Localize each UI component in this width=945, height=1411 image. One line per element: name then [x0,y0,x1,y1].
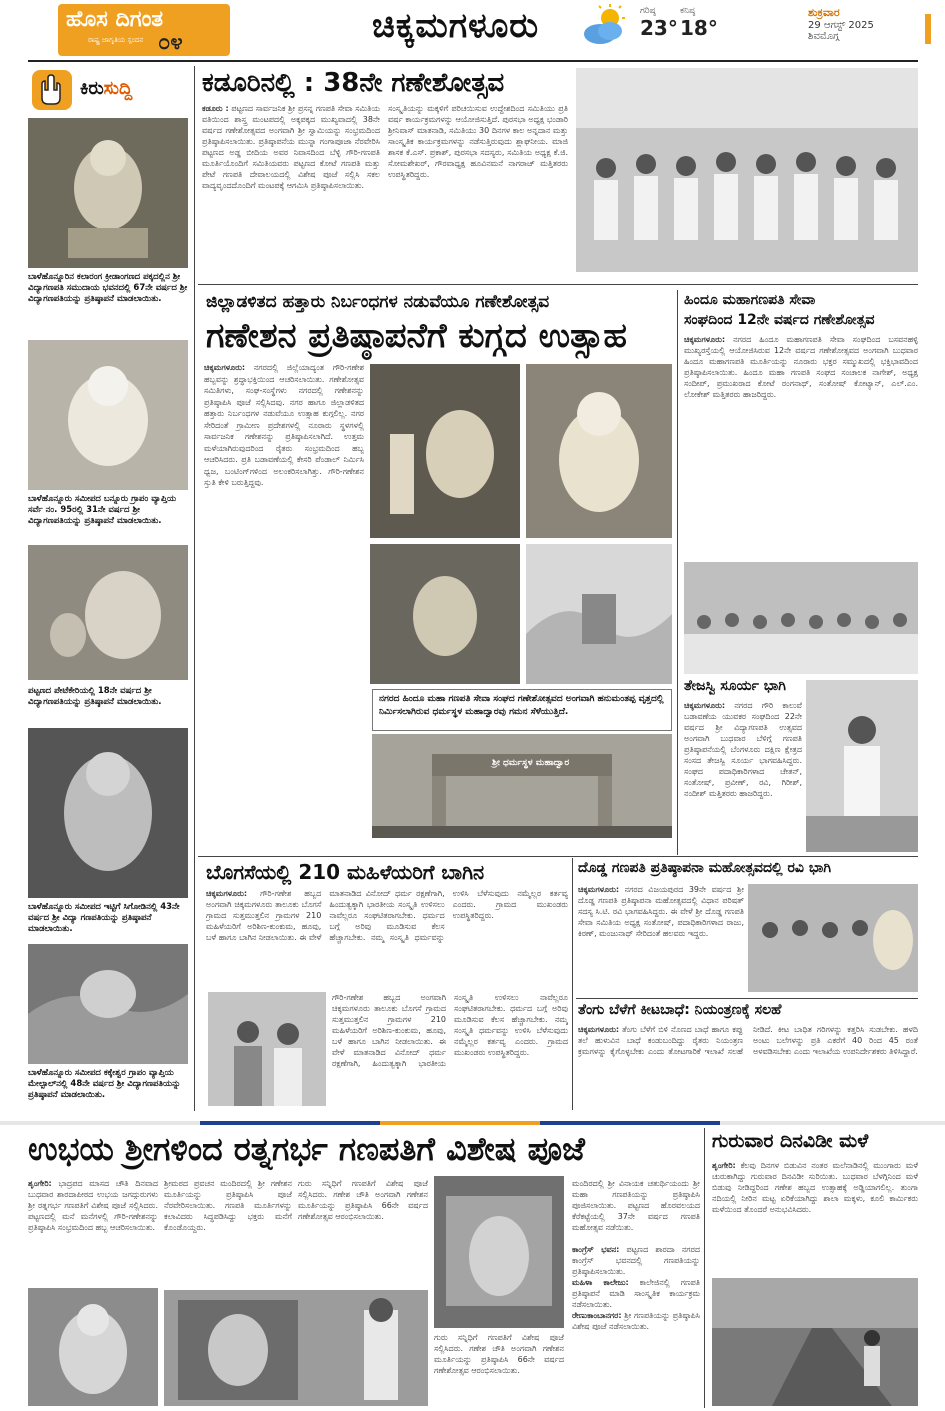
date-box [808,6,938,42]
kaduru-headline: ಕಡೂರಿನಲ್ಲಿ : 38ನೇ ಗಣೇಶೋತ್ಸವ [202,68,505,98]
kaduru-dateline: ಕಡೂರು : [202,104,229,113]
tejasvi-dateline: ಚಿಕ್ಕಮಗಳೂರು: [684,701,726,710]
min-temp-value: 18° [680,16,718,40]
ganesha-body [204,362,364,852]
weekday: ಶುಕ್ರವಾರ [808,6,840,19]
ubhaya-col4 [572,1178,700,1406]
kirusuddi-title-b: ಸುದ್ದಿ [103,78,133,99]
left-column-divider [194,66,195,1111]
kaduru-col1-text: ಪಟ್ಟಣದ ಸಾರ್ವಜನಿಕ ಶ್ರೀ ಪ್ರಸನ್ನ ಗಣಪತಿ ಸೇವಾ ಸಮಿತಿಯ ವತಿಯಿಂದ ಶಾಸ್ತ್ರ ಮಂಟಪದಲ್ಲಿ ಅಕ್ಕಪಕ್ಕದ ಮುಖ್ಯವಾದಲ್ಲಿ 38ನೇ ವರ್ಷದ ಗಣೇಶೋತ್ಸವದ ಅಂಗವಾಗಿ ಶ್ರೀ ಸ್ವಾಮಿಯನ್ನು ಸಂಭ್ರಮದಿಂದ ಪ್ರತಿಷ್ಠಾಪಿಸಲಾಯಿತು. ಪ್ರತಿಷ್ಠಾಪನೆಯ ಮುನ್ನಾ ಗಂಗಾಪೂಜಾ ನೆರವೇರಿಸಿ ಪಟ್ಟಣದ ಅಡ್ಡ ಬೀದಿಯ ಅವರ ನಿವಾಸದಿಂದ ಬೆಳ್ಳಿ ಗೌರಿ-ಗಣಪತಿ ಮೂರ್ತಿಯೊಂದಿಗೆ ಸಮಿತಿಯವರು ಪಟ್ಟಣದ ಕೋಟೆ ಗಣಪತಿ ಮತ್ತು ಪೇಟೆ ಗಣಪತಿ ದೇವಾಲಯದಲ್ಲಿ ವಿಶೇಷ ಪೂಜೆ ಸಲ್ಲಿಸಿ ಸಕಲ ವಾದ್ಯವೃಂದದೊಂದಿಗೆ ಮಂಟಪಕ್ಕೆ ಆಗಮಿಸಿ ಪ್ರತಿಷ್ಠಾಪಿಸಲಾಯಿತು. [202,104,380,190]
caption-4: ಬಾಳೆಹೊನ್ನೂರು ಸಮೀಪದ ಇಟ್ಟಿಗೆ ಸಿಗೋಡಿನಲ್ಲಿ 43ನೇ ವರ್ಷದ ಶ್ರೀ ವಿದ್ಯಾ ಗಣಪತಿಯನ್ನು ಪ್ರತಿಷ್ಠಾಪನೆ ಮಾಡಲಾಯಿತು. [28,902,180,934]
ubhaya-sub1-body: ಪಟ್ಟಣದ ಶಾರದಾ ನಗರದ ಕಾಂಗ್ರೆಸ್ ಭವನದಲ್ಲಿ ಗಣಪತಿಯನ್ನು ಪ್ರತಿಷ್ಠಾಪಿಸಲಾಯಿತು. [572,1245,700,1276]
male-body [712,1160,918,1276]
section-divider-strip [0,1113,945,1123]
min-temp-label: ಕನಿಷ್ಠ [680,6,696,16]
kirusuddi-header [28,68,188,112]
ganesha-body-text: ನಗರದಲ್ಲಿ ಜಿಲ್ಲೆಯಾದ್ಯಂತ ಗೌರಿ-ಗಣೇಶ ಹಬ್ಬವನ್ನು ಶ್ರದ್ಧಾಭಕ್ತಿಯಿಂದ ಆಚರಿಸಲಾಯಿತು. ಗಣೇಶೋತ್ಸವ ಸಮಿತಿಗಳು, ಸಂಘ-ಸಂಸ್ಥೆಗಳು ನಗರದಲ್ಲಿ ಗಣೇಶನನ್ನು ಪ್ರತಿಷ್ಠಾಪಿಸಿ ಪೂಜೆ ಸಲ್ಲಿಸಿದವು. ನಗರ ಹಾಗೂ ಜಿಲ್ಲಾಡಳಿತದ ಹತ್ತಾರು ನಿರ್ಬಂಧಗಳ ನಡುವೆಯೂ ಉತ್ಸಾಹ ಕುಗ್ಗಲಿಲ್ಲ. ನಗರ ಸೇರಿದಂತೆ ಗ್ರಾಮೀಣ ಪ್ರದೇಶಗಳಲ್ಲಿ ನೂರಾರು ಸ್ಥಳಗಳಲ್ಲಿ ಸಾರ್ವಜನಿಕ ಗಣೇಶನನ್ನು ಪ್ರತಿಷ್ಠಾಪಿಸಲಾಗಿದೆ. ಉತ್ತಮ ಮಳೆಯಾಗಿರುವುದರಿಂದ ರೈತರು ಸಂಭ್ರಮದಿಂದ ಹಬ್ಬ ಆಚರಿಸಿದರು. ಪ್ರತಿ ಬಡಾವಣೆಯಲ್ಲಿ ಕೇಸರಿ ಪೆಂಡಾಲ್ ನಿರ್ಮಿಸಿ ಧ್ವಜ, ಬಂಟಿಂಗ್‌ಗಳಿಂದ ಅಲಂಕರಿಸಲಾಗಿತ್ತು. ಗೌರಿ-ಗಣೇಶನ ಸ್ತುತಿ ಕೇಳಿ ಬರುತ್ತಿದ್ದವು. [204,363,364,487]
ubhaya-col4-text: ಮಂದಿರದಲ್ಲಿ ಶ್ರೀ ವಿನಾಯಕ ಚತುರ್ಥಿಯಂದು ಶ್ರೀ ಮಹಾ ಗಣಪತಿಯನ್ನು ಪ್ರತಿಷ್ಠಾಪಿಸಿ ಪೂಜಿಸಲಾಯಿತು. ಪಟ್ಟಣದ ಹೊರವಲಯದ ಕೆರೆಕಟ್ಟೆಯಲ್ಲಿ 37ನೇ ವರ್ಷದ ಗಣಪತಿ ಮಹೋತ್ಸವ ನಡೆಯಿತು. [572,1179,700,1232]
caption-3: ಪಟ್ಟಣದ ಪೇಟೆಕೇರಿಯಲ್ಲಿ 18ನೇ ವರ್ಷದ ಶ್ರೀ ವಿದ್ಯಾಗಣಪತಿಯನ್ನು ಪ್ರತಿಷ್ಠಾಪನೆ ಮಾಡಲಾಯಿತು. [28,686,162,707]
ubhaya-headline: ಉಭಯ ಶ್ರೀಗಳಿಂದ ರತ್ನಗರ್ಭ ಗಣಪತಿಗೆ ವಿಶೇಷ ಪೂಜೆ [28,1130,585,1168]
caption-1: ಬಾಳೆಹೊನ್ನೂರಿನ ಕಲಾರಂಗ ಕ್ರೀಡಾಂಗಣದ ಪಕ್ಕದಲ್ಲಿನ ಶ್ರೀ ವಿದ್ಯಾಗಣಪತಿ ಸಮುದಾಯ ಭವನದಲ್ಲಿ 67ನೇ ವರ್ಷದ ಶ್ರೀ ವಿದ್ಯಾಗಣಪತಿಯನ್ನು ಪ್ರತಿಷ್ಠಾಪನೆ ಮಾಡಲಾಯಿತು. [28,272,188,304]
photo-dodda [748,884,918,992]
masthead-accent-bar [925,14,931,44]
sun-cloud-icon [580,4,628,48]
dodda-headline: ದೊಡ್ಡ ಗಣಪತಿ ಪ್ರತಿಷ್ಠಾಪನಾ ಮಹೋತ್ಸವದಲ್ಲಿ ರವಿ ಭಾಗಿ [578,860,831,876]
gate-signboard: ಶ್ರೀ ಧರ್ಮಸ್ಥಳ ಮಹಾದ್ವಾರ [492,758,570,768]
photo-ganesha-1 [370,364,520,538]
bottom-divider [704,1128,705,1408]
photo-vidyaganapati-1 [28,118,188,268]
bogasei-dateline: ಚಿಕ್ಕಮಗಳೂರು: [206,889,248,898]
bogasei-headline: ಬೊಗಸೆಯಲ್ಲಿ 210 ಮಹಿಳೆಯರಿಗೆ ಬಾಗಿನ [206,860,485,884]
masthead [0,0,945,62]
tengu-body-text: ತೆಂಗು ಬೆಳೆಗೆ ಬಿಳಿ ನೊಣದ ಬಾಧೆ ಹಾಗೂ ಕಪ್ಪು ತಲೆ ಹುಳುವಿನ ಬಾಧೆ ಕಂಡುಬಂದಿದ್ದು ರೈತರು ನಿಯಂತ್ರಣ ಕ್ರಮಗಳನ್ನು ಕೈಗೊಳ್ಳಬೇಕು ಎಂದು ತೋಟಗಾರಿಕೆ ಇಲಾಖೆ ಸಲಹೆ ನೀಡಿದೆ. ಕೀಟ ಬಾಧಿತ ಗರಿಗಳನ್ನು ಕತ್ತರಿಸಿ ಸುಡಬೇಕು. ಹಳದಿ ಅಂಟು ಬಲೆಗಳನ್ನು ಪ್ರತಿ ಎಕರೆಗೆ 40 ರಿಂದ 45 ರಂತೆ ಅಳವಡಿಸಬೇಕು ಎಂದು ಇಲಾಖೆಯ ಉಪನಿರ್ದೇಶಕರು ತಿಳಿಸಿದ್ದಾರೆ. [578,1025,918,1056]
photo-hindu-group [684,562,918,674]
bogasei-body-cont: ಗೌರಿ-ಗಣೇಶ ಹಬ್ಬದ ಅಂಗವಾಗಿ ಚಿಕ್ಕಮಗಳೂರು ತಾಲೂಕು ಬೊಗಸೆ ಗ್ರಾಮದ ಸುತ್ತಮುತ್ತಲಿನ ಗ್ರಾಮಗಳ 210 ಮಹಿಳೆಯರಿಗೆ ಅರಿಶಿಣ-ಕುಂಕುಮ, ಹೂವು, ಬಳೆ ಹಾಗೂ ಬಾಗಿನ ನೀಡಲಾಯಿತು. ಈ ವೇಳೆ ಮಾತನಾಡಿದ ವಿನೋದ್ ಧರ್ಮ ರಕ್ಷಣೆಗಾಗಿ, ಹಿಂದುತ್ವಕ್ಕಾಗಿ ಭಾರತೀಯ ಸಂಸ್ಕೃತಿ ಉಳಿಸಲು ನಾವೆಲ್ಲರೂ ಸಂಘಟಿತರಾಗಬೇಕು. ಧರ್ಮದ ಬಗ್ಗೆ ಅರಿವು ಮೂಡಿಸುವ ಕೆಲಸ ಹೆಚ್ಚಾಗಬೇಕು. ನಮ್ಮ ಸಂಸ್ಕೃತಿ ಧರ್ಮವನ್ನು ಉಳಿಸಿ ಬೆಳೆಸುವುದು ನಮ್ಮೆಲ್ಲರ ಕರ್ತವ್ಯ ಎಂದರು. ಗ್ರಾಮದ ಮುಖಂಡರು ಉಪಸ್ಥಿತರಿದ್ದರು. [332,993,568,1068]
ubhaya-sub2-body: ಕಾಲೇಜಿನಲ್ಲಿ ಗಣಪತಿ ಪ್ರತಿಷ್ಠಾಪನೆ ಮಾಡಿ ಸಾಂಸ್ಕೃತಿಕ ಕಾರ್ಯಕ್ರಮ ನಡೆಸಲಾಯಿತು. [572,1278,700,1309]
edition-city: ಚಿಕ್ಕಮಗಳೂರು [372,6,540,46]
hand-pointing-icon [32,70,72,110]
ubhaya-sub1: ಕಾಂಗ್ರೆಸ್ ಭವನ: [572,1245,620,1254]
mid-divider-2 [572,858,573,1110]
newspaper-logo[interactable] [58,4,230,56]
bogasei-body-text: ಗೌರಿ-ಗಣೇಶ ಹಬ್ಬದ ಅಂಗವಾಗಿ ಚಿಕ್ಕಮಗಳೂರು ತಾಲೂಕು ಬೊಗಸೆ ಗ್ರಾಮದ ಸುತ್ತಮುತ್ತಲಿನ ಗ್ರಾಮಗಳ 210 ಮಹಿಳೆಯರಿಗೆ ಅರಿಶಿಣ-ಕುಂಕುಮ, ಹೂವು, ಬಳೆ ಹಾಗೂ ಬಾಗಿನ ನೀಡಲಾಯಿತು. ಈ ವೇಳೆ ಮಾತನಾಡಿದ ವಿನೋದ್ ಧರ್ಮ ರಕ್ಷಣೆಗಾಗಿ, ಹಿಂದುತ್ವಕ್ಕಾಗಿ ಭಾರತೀಯ ಸಂಸ್ಕೃತಿ ಉಳಿಸಲು ನಾವೆಲ್ಲರೂ ಸಂಘಟಿತರಾಗಬೇಕು. ಧರ್ಮದ ಬಗ್ಗೆ ಅರಿವು ಮೂಡಿಸುವ ಕೆಲಸ ಹೆಚ್ಚಾಗಬೇಕು. ನಮ್ಮ ಸಂಸ್ಕೃತಿ ಧರ್ಮವನ್ನು ಉಳಿಸಿ ಬೆಳೆಸುವುದು ನಮ್ಮೆಲ್ಲರ ಕರ್ತವ್ಯ ಎಂದರು. ಗ್ರಾಮದ ಮುಖಂಡರು ಉಪಸ್ಥಿತರಿದ್ದರು. [206,889,568,942]
tejasvi-body-text: ನಗರದ ಗೌರಿ ಕಾಲುವೆ ಬಡಾವಣೆಯ ಯುವಕರ ಸಂಘದಿಂದ 22ನೇ ವರ್ಷದ ಶ್ರೀ ವಿದ್ಯಾಗಣಪತಿ ಉತ್ಸವದ ಅಂಗವಾಗಿ ಬುಧವಾರ ಬೆಳಿಗ್ಗೆ ಗಣಪತಿ ಪ್ರತಿಷ್ಠಾಪನೆಯಲ್ಲಿ ಬೆಂಗಳೂರು ದಕ್ಷಿಣ ಕ್ಷೇತ್ರದ ಸಂಸದ ತೇಜಸ್ವಿ ಸೂರ್ಯ ಭಾಗವಹಿಸಿದ್ದರು. ಸಂಘದ ಪದಾಧಿಕಾರಿಗಳಾದ ಚೇತನ್, ಸಂತೋಷ್, ಪ್ರವೀಣ್, ರವಿ, ಗಿರೀಶ್, ನಂದೀಶ್ ಮತ್ತಿತರರು ಹಾಜರಿದ್ದರು. [684,701,802,798]
dodda-body [578,884,744,996]
photo-dharmasthala-gate [372,734,672,838]
ganesha-kicker: ಜಿಲ್ಲಾಡಳಿತದ ಹತ್ತಾರು ನಿರ್ಬಂಧಗಳ ನಡುವೆಯೂ ಗಣೇಶೋತ್ಸವ [206,292,550,312]
ubhaya-sub3: ರೇಣುಕಾಂಬಾನಗರ: [572,1311,622,1320]
hindu-headline-2: ಸಂಘದಿಂದ 12ನೇ ವರ್ಷದ ಗಣೇಶೋತ್ಸವ [684,312,875,328]
photo-ubhaya-shrines [434,1176,564,1328]
ubhaya-col2: ಶ್ರೀಮಠದ ಪ್ರವಚನ ಮಂದಿರದಲ್ಲಿ ಶ್ರೀ ಗಣೇಶನ ಮೂರ್ತಿಯನ್ನು ಪ್ರತಿಷ್ಠಾಪಿಸಿ ಪೂಜೆ ನೆರವೇರಿಸಲಾಯಿತು. ಗಣಪತಿ ಮೂರ್ತಿಗಳನ್ನು ಕಲಾವಿದರು ಸಿದ್ಧಪಡಿಸಿದ್ದು ಭಕ್ತರು ಮನೆಗೆ ಕೊಂಡೊಯ್ದರು. [164,1179,292,1232]
edition-name: ಶಿವಮೊಗ್ಗ [808,31,840,42]
ganesha-headline: ಗಣೇಶನ ಪ್ರತಿಷ್ಠಾಪನೆಗೆ ಕುಗ್ಗದ ಉತ್ಸಾಹ [206,316,627,356]
photo-ubhaya-ganesha [28,1288,158,1406]
bogasei-body [206,888,568,988]
male-dateline: ಶೃಂಗೇರಿ: [712,1161,736,1170]
tengu-body [578,1024,918,1110]
max-temp [640,6,678,40]
date: 29 ಆಗಸ್ಟ್ 2025 [808,20,874,31]
max-temp-value: 23° [640,16,678,40]
photo-kaduru-group [576,68,918,272]
hindu-body-text: ನಗರದ ಹಿಂದೂ ಮಹಾಗಣಪತಿ ಸೇವಾ ಸಂಘದಿಂದ ಬಸವನಹಳ್ಳಿ ಮುಖ್ಯರಸ್ತೆಯಲ್ಲಿ ಆಯೋಜಿಸಿರುವ 12ನೇ ವರ್ಷದ ಗಣೇಶೋತ್ಸವದ ಅಂಗವಾಗಿ ಬುಧವಾರ ಹಿಂದೂ ಮಹಾಗಣಪತಿ ಮೂರ್ತಿಯನ್ನು ನೂರಾರು ಭಕ್ತರ ಸಮ್ಮುಖದಲ್ಲಿ ಭಕ್ತಿಭಾವದಿಂದ ಪ್ರತಿಷ್ಠಾಪಿಸಲಾಯಿತು. ಹಿಂದೂ ಮಹಾ ಗಣಪತಿ ಸಂಘದ ಸಂಚಾಲಕ ನಾಗೇಶ್, ಅಧ್ಯಕ್ಷ ಸಂದೀಪ್, ಪ್ರಮುಖರಾದ ಕೋಟೆ ರಂಗನಾಥ್, ಸಂತೋಷ್ ಕೋಟ್ಯಾನ್, ಎಲ್.ಎಂ. ಲೋಕೇಶ್ ಮತ್ತಿತರರು ಹಾಜರಿದ್ದರು. [684,335,918,399]
masthead-divider [28,60,918,62]
kaduru-col1 [202,103,380,273]
mid-divider-1 [677,290,678,855]
tejasvi-headline: ತೇಜಸ್ವಿ ಸೂರ್ಯ ಭಾಗಿ [684,678,786,694]
row-divider-2 [198,856,918,857]
max-temp-label: ಗರಿಷ್ಠ [640,6,656,16]
caption-5: ಬಾಳೆಹೊನ್ನೂರು ಸಮೀಪದ ಕಕ್ಕೇಶ್ವರ ಗ್ರಾಪಂ ವ್ಯಾಪ್ತಿಯ ಮೇಲ್ಪಾಲ್‌ನಲ್ಲಿ 48ನೇ ವರ್ಷದ ಶ್ರೀ ವಿದ್ಯಾಗಣಪತಿಯನ್ನು ಪ್ರತಿಷ್ಠಾಪನೆ ಮಾಡಲಾಯಿತು. [28,1068,181,1100]
male-headline: ಗುರುವಾರ ದಿನವಿಡೀ ಮಳೆ [712,1130,869,1152]
tejasvi-body [684,700,802,850]
ubhaya-col3: ಗುರು ಸನ್ನಿಧಿಗೆ ಗಣಪತಿಗೆ ವಿಶೇಷ ಪೂಜೆ ಸಲ್ಲಿಸಿದರು. ಗಣೇಶ ಚೌತಿ ಅಂಗವಾಗಿ ಗಣೇಶನ ಮೂರ್ತಿಯನ್ನು ಪ್ರತಿಷ್ಠಾಪಿಸಿ 66ನೇ ವರ್ಷದ ಗಣೇಶೋತ್ಸವ ಆರಂಭಿಸಲಾಯಿತು. [298,1179,428,1221]
page-number: ೦೪ [158,30,183,55]
ubhaya-dateline: ಶೃಂಗೇರಿ: [28,1179,52,1188]
photo-bogasei [208,992,326,1106]
row-divider-1 [198,284,918,285]
logo-name: ಹೊಸ ದಿಗಂತ [66,7,164,32]
ubhaya-sub3-body: ಶ್ರೀ ಗಣಪತಿಯನ್ನು ಪ್ರತಿಷ್ಠಾಪಿಸಿ ವಿಶೇಷ ಪೂಜೆ ನಡೆಸಲಾಯಿತು. [572,1311,700,1331]
tengu-dateline: ಚಿಕ್ಕಮಗಳೂರು: [578,1025,620,1034]
photo-vidyaganapati-2 [28,340,188,490]
ubhaya-col1-text: ಭಾದ್ರಪದ ಮಾಸದ ಚೌತಿ ದಿನವಾದ ಬುಧವಾರ ಶಾರದಾಪೀಠದ ಉಭಯ ಜಗದ್ಗುರುಗಳು ಶ್ರೀ ರತ್ನಗರ್ಭ ಗಣಪತಿಗೆ ವಿಶೇಷ ಪೂಜೆ ಸಲ್ಲಿಸಿದರು. ಪಟ್ಟಣದಲ್ಲಿ ಮನೆ ಮನೆಗಳಲ್ಲಿ ಗೌರಿ-ಗಣೇಶನನ್ನು ಪ್ರತಿಷ್ಠಾಪಿಸಿ ಸಂಭ್ರಮದಿಂದ ಹಬ್ಬ ಆಚರಿಸಲಾಯಿತು. [28,1179,158,1232]
photo-ganesha-4 [526,544,672,684]
photo-vidyaganapati-3 [28,545,188,680]
photo-tejasvi [806,680,918,852]
photo-rain-road [712,1278,918,1406]
photo-vidyaganapati-4 [28,728,188,898]
hindu-headline-1: ಹಿಂದೂ ಮಹಾಗಣಪತಿ ಸೇವಾ [684,292,816,308]
row-divider-3 [576,998,918,999]
ubhaya-sub2: ಮಹಿಳಾ ಕಾಲೇಜು: [572,1278,629,1287]
photo-ganesha-2 [526,364,672,538]
kirusuddi-title [80,78,132,99]
hindu-dateline: ಚಿಕ್ಕಮಗಳೂರು: [684,335,726,344]
tengu-headline: ತೆಂಗು ಬೆಳೆಗೆ ಕೀಟಬಾಧೆ: ನಿಯಂತ್ರಣಕ್ಕೆ ಸಲಹೆ [578,1002,782,1018]
male-body-text: ಕೆಲವು ದಿನಗಳ ಬಿಡುವಿನ ನಂತರ ಮಲೆನಾಡಿನಲ್ಲಿ ಮುಂಗಾರು ಮಳೆ ಚುರುಕಾಗಿದ್ದು ಗುರುವಾರ ದಿನವಿಡೀ ಸುರಿಯಿತು. ಬುಧವಾರ ಬೆಳಗ್ಗಿನಿಂದ ಮಳೆ ಬಿಡುವು ನೀಡಿದ್ದರಿಂದ ಗಣೇಶ ಹಬ್ಬದ ಉತ್ಸಾಹಕ್ಕೆ ಅಡ್ಡಿಯಾಗಲಿಲ್ಲ. ತುಂಗಾ ನದಿಯಲ್ಲಿ ನೀರಿನ ಮಟ್ಟ ಏರಿಕೆಯಾಗಿದ್ದು ಶಾಲಾ ಮಕ್ಕಳು, ಕೂಲಿ ಕಾರ್ಮಿಕರು ಮಳೆಯಿಂದ ತೊಂದರೆ ಅನುಭವಿಸಿದರು. [712,1161,918,1214]
photo-ganesha-3 [370,544,520,684]
kirusuddi-title-a: ಕಿರು [80,78,104,99]
ganesha-banner-caption: ನಗರದ ಹಿಂದೂ ಮಹಾ ಗಣಪತಿ ಸೇವಾ ಸಂಘದ ಗಣೇಶೋತ್ಸವದ ಅಂಗವಾಗಿ ಹನುಮಂತಪ್ಪ ವೃತ್ತದಲ್ಲಿ ನಿರ್ಮಿಸಲಾಗಿರುವ ಧರ್ಮಸ್ಥಳ ಮಹಾದ್ವಾರವು ಗಮನ ಸೆಳೆಯುತ್ತಿದೆ. [372,689,672,731]
dodda-dateline: ಚಿಕ್ಕಮಗಳೂರು: [578,885,620,894]
ubhaya-col3-cont: ಗುರು ಸನ್ನಿಧಿಗೆ ಗಣಪತಿಗೆ ವಿಶೇಷ ಪೂಜೆ ಸಲ್ಲಿಸಿದರು. ಗಣೇಶ ಚೌತಿ ಅಂಗವಾಗಿ ಗಣೇಶನ ಮೂರ್ತಿಯನ್ನು ಪ್ರತಿಷ್ಠಾಪಿಸಿ 66ನೇ ವರ್ಷದ ಗಣೇಶೋತ್ಸವ ಆರಂಭಿಸಲಾಯಿತು. [434,1333,564,1375]
caption-2: ಬಾಳೆಹೊನ್ನೂರು ಸಮೀಪದ ಬನ್ನೂರು ಗ್ರಾಪಂ ವ್ಯಾಪ್ತಿಯ ಸರ್ವೆ ನಂ. 95ರಲ್ಲಿ 31ನೇ ವರ್ಷದ ಶ್ರೀ ವಿದ್ಯಾಗಣಪತಿಯನ್ನು ಪ್ರತಿಷ್ಠಾಪನೆ ಮಾಡಲಾಯಿತು. [28,494,177,526]
dodda-body-text: ನಗರದ ವಿಜಯಪುರದ 39ನೇ ವರ್ಷದ ಶ್ರೀ ದೊಡ್ಡ ಗಣಪತಿ ಪ್ರತಿಷ್ಠಾಪನಾ ಮಹೋತ್ಸವದಲ್ಲಿ ವಿಧಾನ ಪರಿಷತ್ ಸದಸ್ಯ ಸಿ.ಟಿ. ರವಿ ಭಾಗವಹಿಸಿದ್ದರು. ಈ ವೇಳೆ ಶ್ರೀ ದೊಡ್ಡ ಗಣಪತಿ ಸೇವಾ ಸಮಿತಿಯ ಅಧ್ಯಕ್ಷ ಸಂತೋಷ್, ಪದಾಧಿಕಾರಿಗಳಾದ ರಾಜು, ಕಿರಣ್, ಮಂಜುನಾಥ್ ಸೇರಿದಂತೆ ಹಲವರು ಇದ್ದರು. [578,885,744,938]
ubhaya-col1 [28,1178,158,1288]
kaduru-col2: ಸಂಸ್ಕೃತಿಯನ್ನು ಮಕ್ಕಳಿಗೆ ಪರಿಚಯಿಸುವ ಉದ್ದೇಶದಿಂದ ಸಮಿತಿಯು ಪ್ರತಿ ವರ್ಷ ಕಾರ್ಯಕ್ರಮಗಳನ್ನು ಆಯೋಜಿಸುತ್ತಿದೆ. ಪುರಸಭಾ ಅಧ್ಯಕ್ಷ ಭಂಡಾರಿ ಶ್ರೀನಿವಾಸ್ ಮಾತನಾಡಿ, ಸಮಿತಿಯು 30 ದಿನಗಳ ಕಾಲ ಅನ್ನದಾನ ಮತ್ತು ಸಾಂಸ್ಕೃತಿಕ ಕಾರ್ಯಕ್ರಮಗಳನ್ನು ನಡೆಸುತ್ತಿರುವುದು ಶ್ಲಾಘನೀಯ. ಮಾಜಿ ಶಾಸಕ ಕೆ.ಎಸ್. ಪ್ರಕಾಶ್, ಪುರಸಭಾ ಸದಸ್ಯರು, ಸಮಿತಿಯ ಅಧ್ಯಕ್ಷ ಕೆ.ಜಿ. ಸೋಮಶೇಖರ್, ಗೌರವಾಧ್ಯಕ್ಷ ಹೂವಿನಮನೆ ನಾಗರಾಜ್ ಮತ್ತಿತರರು ಉಪಸ್ಥಿತರಿದ್ದರು. [388,104,568,179]
ganesha-dateline: ಚಿಕ್ಕಮಗಳೂರು: [204,363,246,372]
photo-ubhaya-pooja [164,1290,428,1406]
logo-tagline: ರಾಷ್ಟ್ರ ಜಾಗೃತಿಯ ಸ್ಪಂದನ [88,36,144,44]
min-temp [680,6,718,40]
photo-vidyaganapati-5 [28,944,188,1064]
hindu-body [684,334,918,556]
